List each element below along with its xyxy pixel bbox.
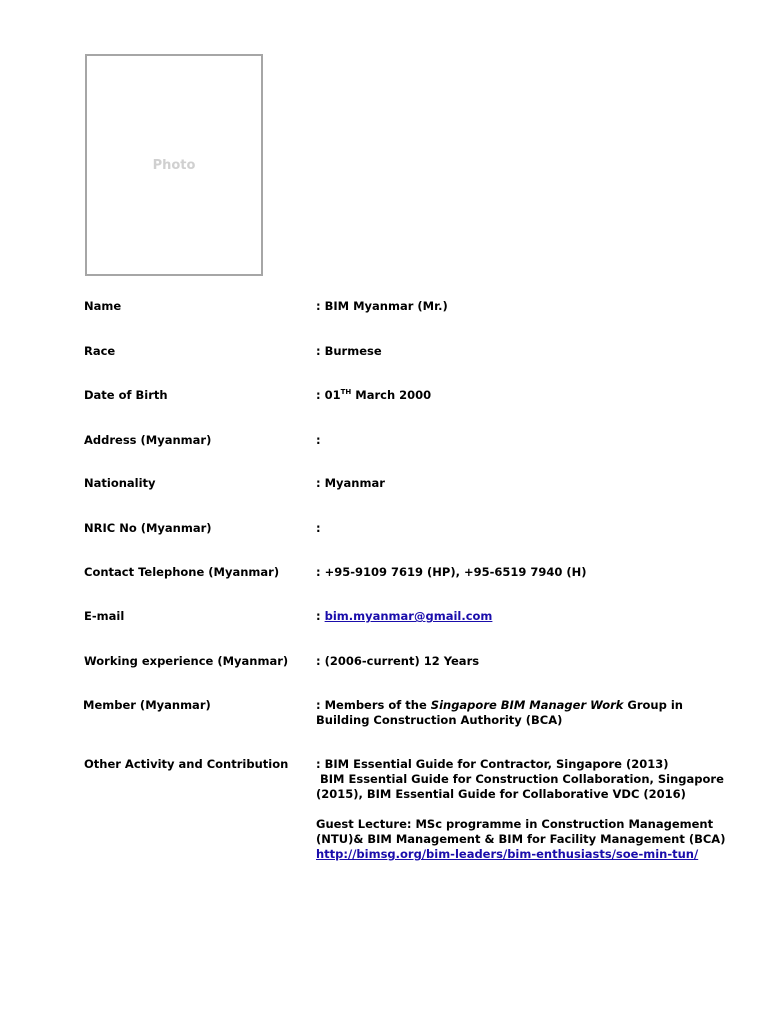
field-label-experience: Working experience (Myanmar) bbox=[84, 654, 289, 668]
field-label-nric: NRIC No (Myanmar) bbox=[84, 521, 212, 535]
field-value-race: : Burmese bbox=[316, 344, 382, 358]
field-value-telephone: : +95-9109 7619 (HP), +95-6519 7940 (H) bbox=[316, 565, 587, 579]
field-label-activity: Other Activity and Contribution bbox=[84, 757, 289, 771]
field-label-address: Address (Myanmar) bbox=[84, 433, 212, 447]
bimsg-link[interactable]: http://bimsg.org/bim-leaders/bim-enthusiasts/soe-min-tun/ bbox=[316, 847, 699, 861]
email-link[interactable]: bim.myanmar@gmail.com bbox=[324, 609, 493, 623]
field-label-telephone: Contact Telephone (Myanmar) bbox=[84, 565, 280, 579]
field-label-race: Race bbox=[84, 344, 116, 358]
field-value-email: : bim.myanmar@gmail.com bbox=[316, 609, 493, 623]
field-value-address: : bbox=[316, 433, 321, 447]
field-value-experience: : (2006-current) 12 Years bbox=[316, 654, 480, 668]
photo-label: Photo bbox=[152, 157, 196, 173]
field-value-activity: : BIM Essential Guide for Contractor, Singapore (2013) BIM Essential Guide for Construction Collaboration, Singapore (2015), BIM Essential Guide for Collaborative VDC (2016) Guest Lecture: MSc programme in Construction Management (NTU)& BIM Management & BIM for Facility Management (BCA) http://bimsg.org/bim-leaders/bim-enthusiasts/soe-min-tun/ bbox=[316, 757, 726, 861]
field-label-member: Member (Myanmar) bbox=[83, 698, 211, 712]
field-label-email: E-mail bbox=[84, 609, 125, 623]
field-label-dob: Date of Birth bbox=[84, 388, 168, 402]
field-label-nationality: Nationality bbox=[84, 476, 156, 490]
field-value-nric: : bbox=[316, 521, 321, 535]
photo-placeholder bbox=[85, 54, 263, 276]
field-value-dob: : 01TH March 2000 bbox=[316, 388, 432, 402]
field-value-member: : Members of the Singapore BIM Manager Work Group in Building Construction Authority (BCA) bbox=[316, 698, 683, 727]
field-label-name: Name bbox=[84, 299, 122, 313]
field-value-nationality: : Myanmar bbox=[316, 476, 385, 490]
field-value-name: : BIM Myanmar (Mr.) bbox=[316, 299, 448, 313]
